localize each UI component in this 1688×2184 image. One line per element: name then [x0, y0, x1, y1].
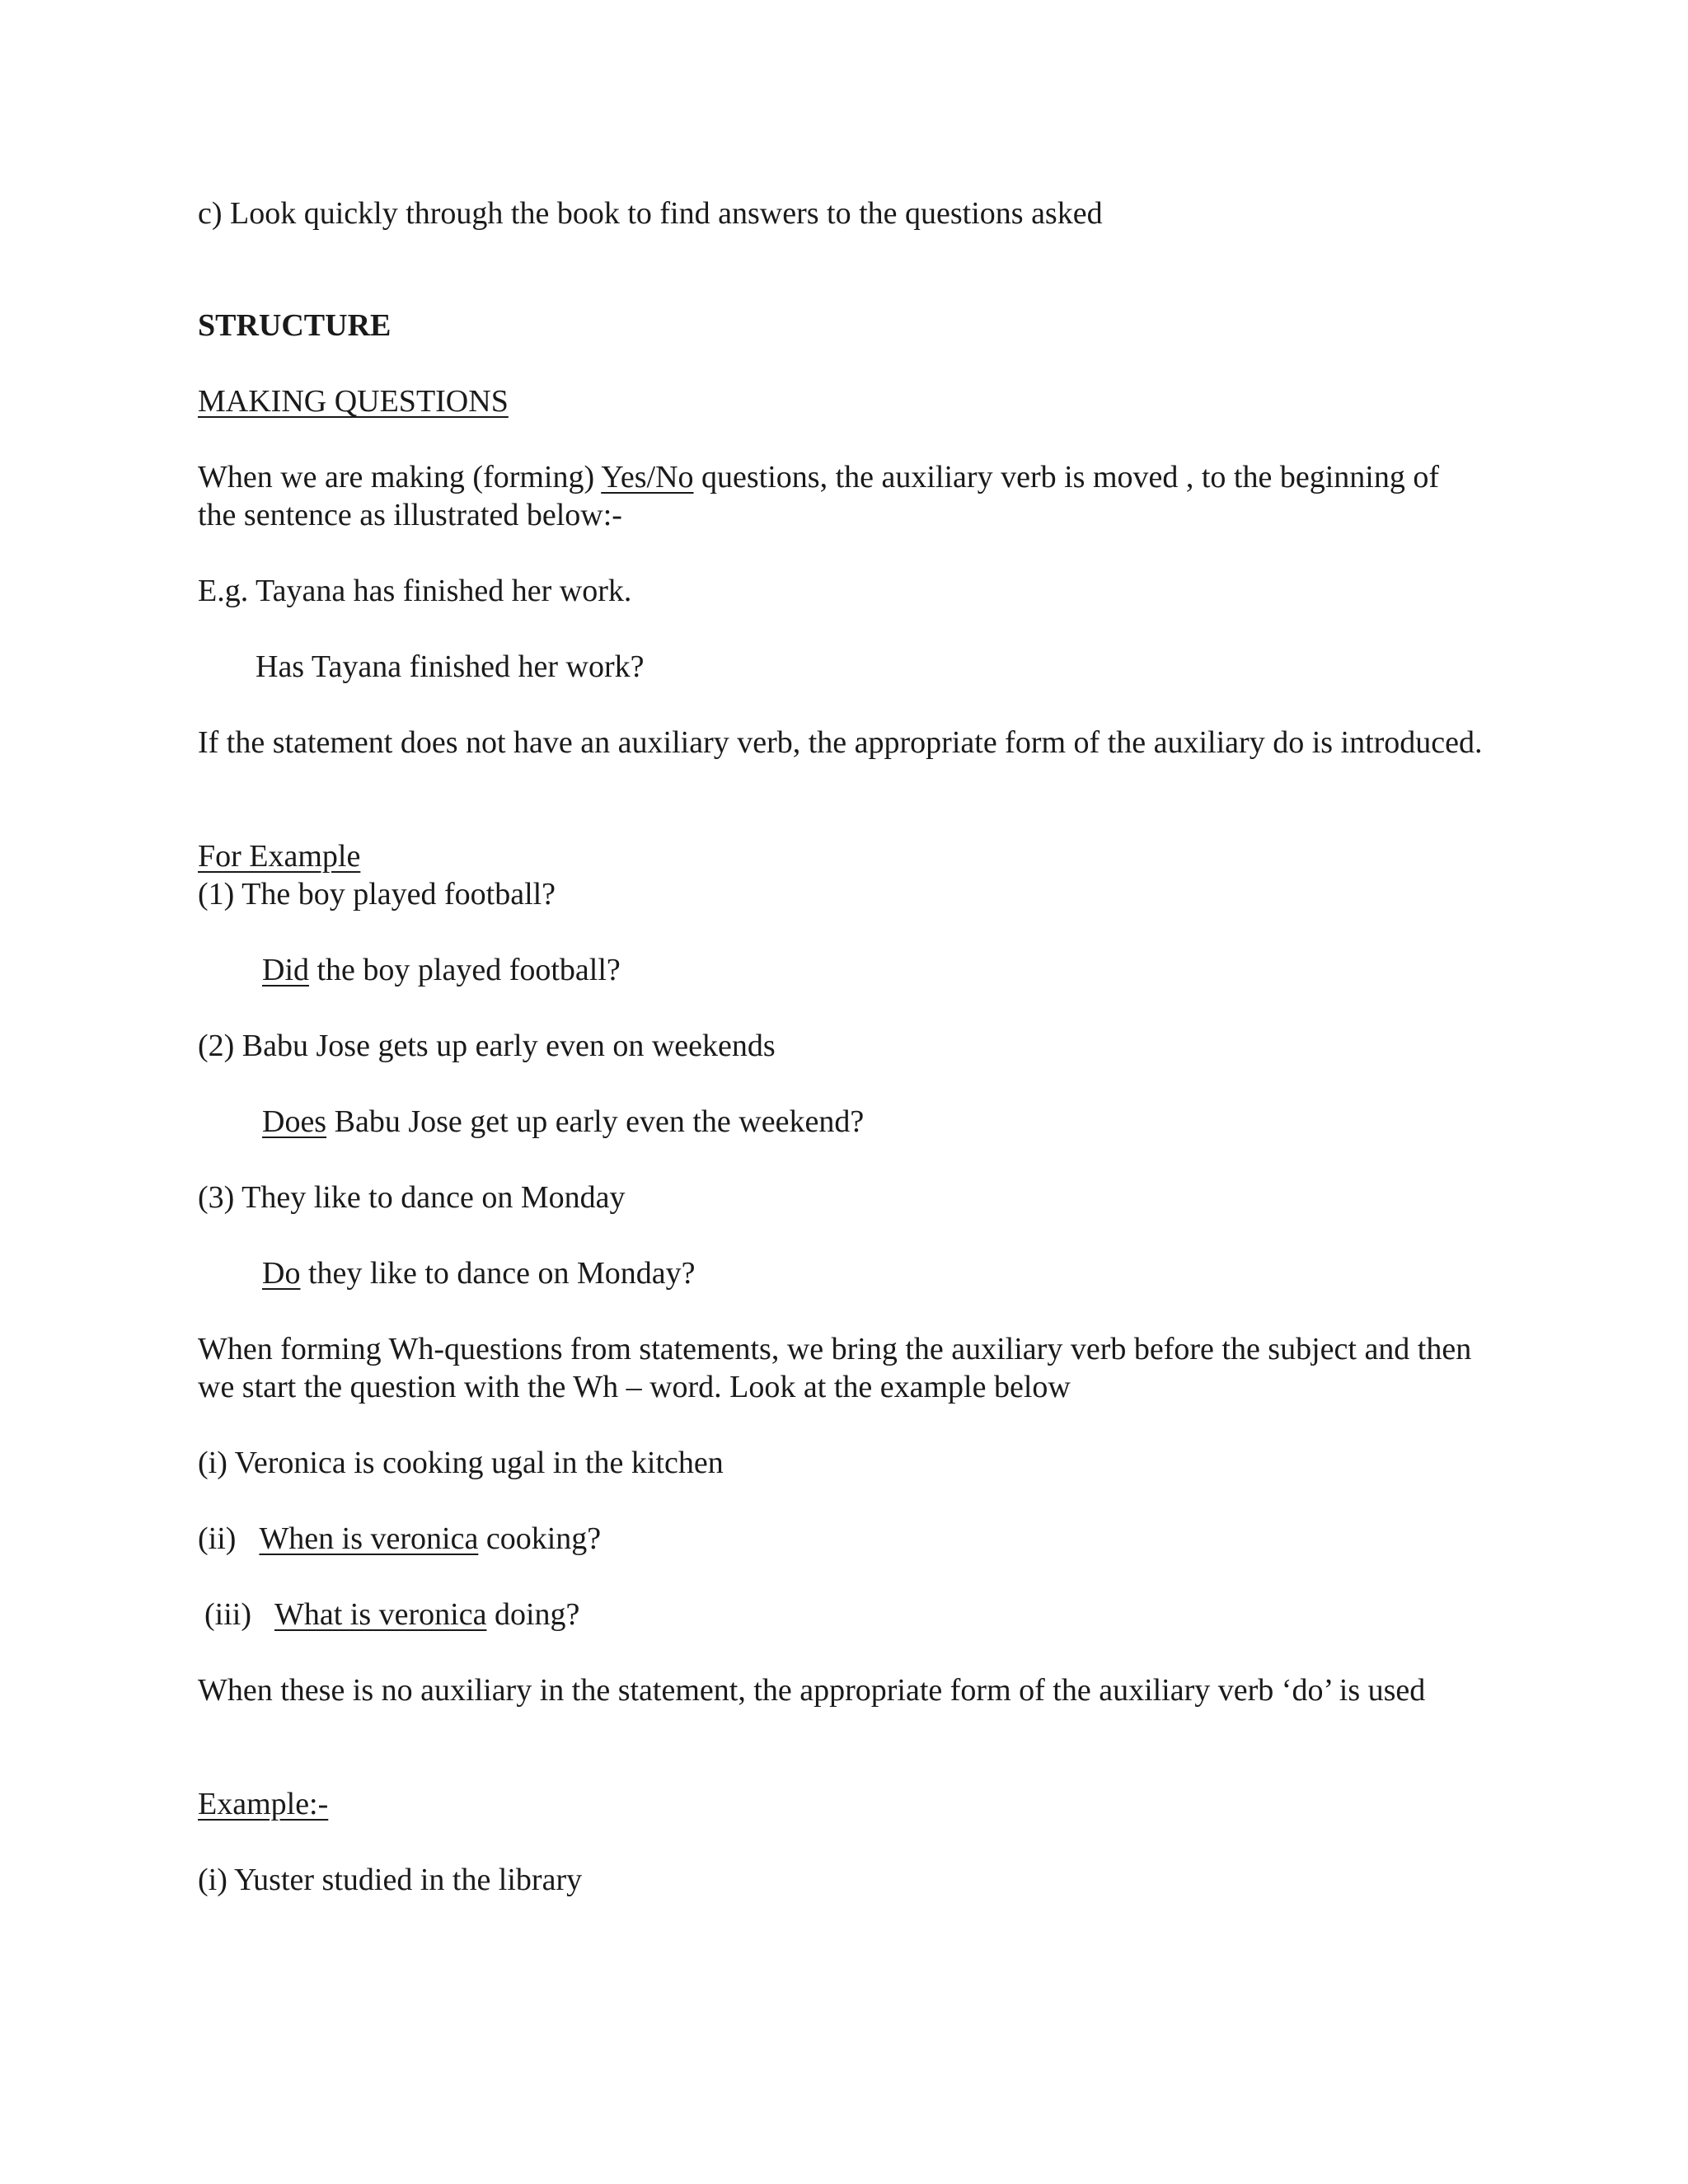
question-text: doing?	[486, 1597, 580, 1632]
example-1-statement: (1) The boy played football?	[198, 877, 556, 912]
question-text: they like to dance on Monday?	[300, 1256, 696, 1291]
example-3-statement: (3) They like to dance on Monday	[198, 1180, 626, 1215]
underlined-phrase: What is veronica	[274, 1597, 487, 1632]
auxiliary-word: Does	[262, 1104, 327, 1139]
paragraph-yes-no-questions	[198, 458, 1484, 534]
paragraph-no-auxiliary: If the statement does not have an auxiliary verb, the appropriate form of the auxiliary do is introduced.	[198, 725, 1483, 760]
section-heading: STRUCTURE	[198, 308, 392, 343]
subsection-heading: MAKING QUESTIONS	[198, 384, 509, 419]
paragraph-text: questions, the auxiliary verb is moved , to the beginning of the sentence as illustrated below:-	[198, 460, 1439, 532]
example-question: Has Tayana finished her work?	[256, 649, 645, 684]
wh-example-iii	[204, 1596, 1490, 1633]
auxiliary-word: Did	[262, 953, 309, 987]
example-label: Example:-	[198, 1787, 329, 1821]
paragraph-wh-questions: When forming Wh-questions from statements, we bring the auxiliary verb before the subject and then we start the question with the Wh – word. Look at the example below	[198, 1332, 1472, 1404]
example-3-question	[262, 1254, 1548, 1292]
question-text: Babu Jose get up early even the weekend?	[326, 1104, 865, 1139]
item-label: (ii)	[198, 1521, 237, 1556]
underlined-phrase: When is veronica	[259, 1521, 479, 1556]
example-1-question	[262, 951, 1548, 989]
wh-example-i: (i) Veronica is cooking ugal in the kitchen	[198, 1446, 724, 1480]
final-example: (i) Yuster studied in the library	[198, 1863, 583, 1897]
underlined-term: Yes/No	[601, 460, 694, 494]
question-text: the boy played football?	[309, 953, 621, 987]
instruction-line-c: c) Look quickly through the book to find answers to the questions asked	[198, 196, 1103, 231]
wh-example-ii	[198, 1520, 1484, 1558]
example-2-statement: (2) Babu Jose gets up early even on weekends	[198, 1029, 776, 1063]
item-label: (iii)	[204, 1597, 251, 1632]
example-statement: E.g. Tayana has finished her work.	[198, 574, 632, 608]
paragraph-text: When we are making (forming)	[198, 460, 602, 494]
example-2-question	[262, 1103, 1548, 1141]
paragraph-do-auxiliary: When these is no auxiliary in the statement, the appropriate form of the auxiliary verb ‘do’ is used	[198, 1673, 1426, 1708]
auxiliary-word: Do	[262, 1256, 301, 1291]
for-example-label: For Example	[198, 839, 361, 874]
question-text: cooking?	[478, 1521, 602, 1556]
